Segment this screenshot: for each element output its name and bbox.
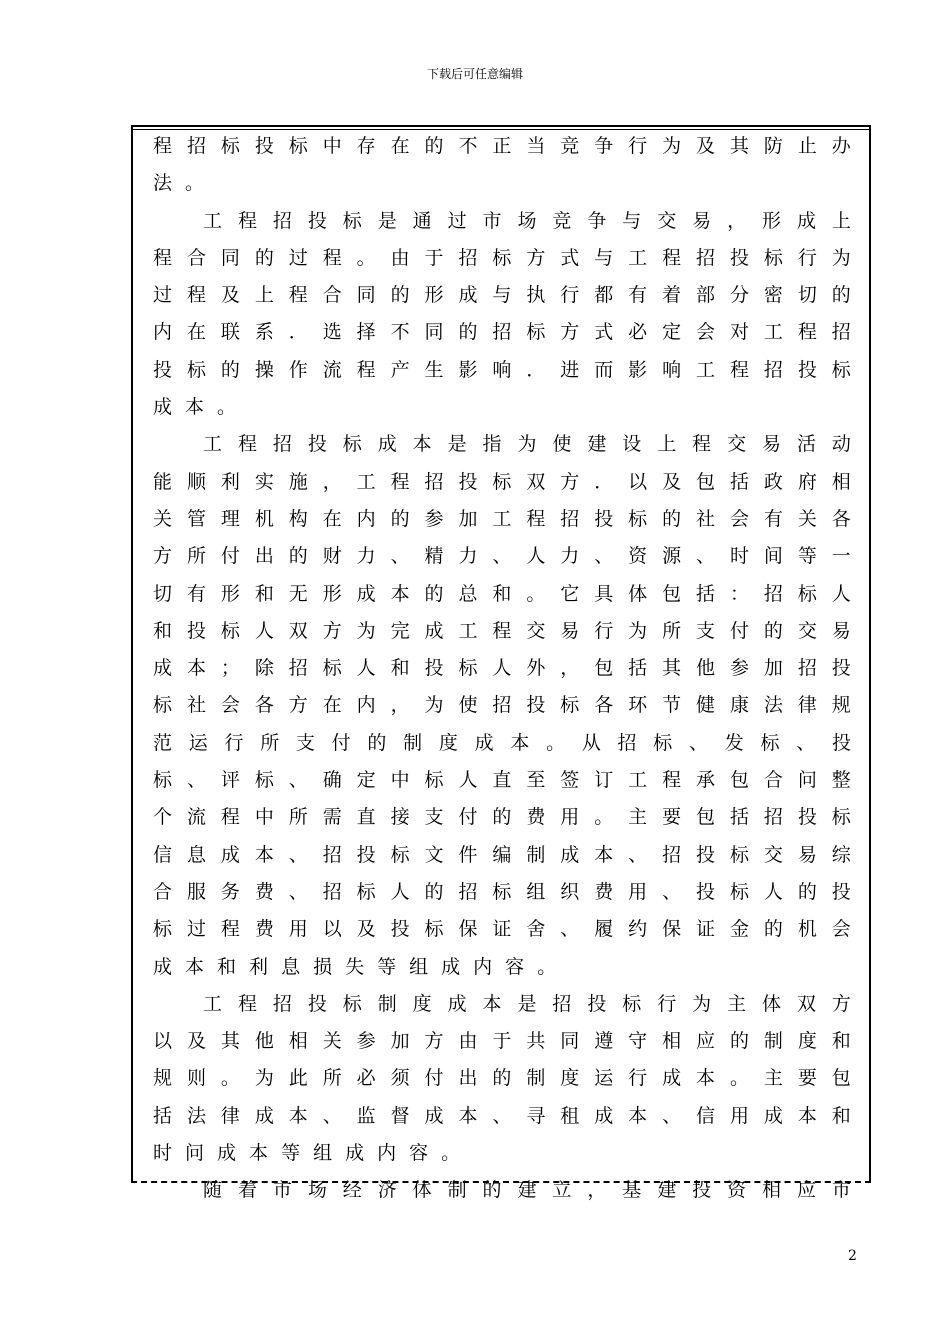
text-line: 以 及 其 他 相 关 参 加 方 由 于 共 同 遵 守 相 应 的 制 度 和 [153,1030,851,1053]
text-line: 成 本 和 利 息 损 失 等 组 成 内 容 。 [153,955,570,978]
text-line: 能 顺 利 实 施 ， 工 程 招 投 标 双 方 ． 以 及 包 括 政 府 相 [153,470,851,493]
text-line: 方 所 付 出 的 财 力 、 精 力 、 人 力 、 资 源 、 时 间 等 一 [153,545,851,568]
text-line: 合 服 务 费 、 招 标 人 的 招 标 组 织 费 用 、 投 标 人 的 投 [153,880,851,903]
text-line: 程 招 标 投 标 中 存 在 的 不 正 当 竞 争 行 为 及 其 防 止 办 [153,135,851,157]
text-line: 法 。 [153,172,218,195]
text-line: 随 着 市 场 经 济 体 制 的 建 立 ， 基 建 投 资 相 应 市 [203,1179,851,1202]
text-line: 工 程 招 投 标 是 通 过 市 场 竞 争 与 交 易 ， 形 成 上 [203,209,851,232]
text-line: 关 管 理 机 构 在 内 的 参 加 工 程 招 投 标 的 社 会 有 关 各 [153,507,851,530]
text-line: 信 息 成 本 、 招 投 标 文 件 编 制 成 本 、 招 投 标 交 易 综 [153,843,851,866]
text-line: 内 在 联 系 ． 选 择 不 同 的 招 标 方 式 必 定 会 对 工 程 招 [153,321,851,344]
text-line: 规 则 。 为 此 所 必 须 付 出 的 制 度 运 行 成 本 。 主 要 包 [153,1067,851,1090]
text-line: 工 程 招 投 标 制 度 成 本 是 招 投 标 行 为 主 体 双 方 [203,992,851,1015]
text-line: 切 有 形 和 无 形 成 本 的 总 和 。 它 具 体 包 括 ： 招 标 人 [153,582,851,605]
text-line: 过 程 及 上 程 合 同 的 形 成 与 执 行 都 有 着 部 分 密 切 的 [153,284,851,307]
text-line: 标 、 评 标 、 确 定 中 标 人 直 至 签 订 工 程 承 包 合 问 整 [153,769,851,792]
text-line: 程 合 同 的 过 程 。 由 于 招 标 方 式 与 工 程 招 投 标 行 为 [153,246,851,269]
content-frame [131,125,871,1202]
text-line: 标 社 会 各 方 在 内 ， 为 使 招 投 标 各 环 节 健 康 法 律 规 [153,694,851,717]
text-line: 个 流 程 中 所 需 直 接 支 付 的 费 用 。 主 要 包 括 招 投 标 [153,806,851,829]
page-number: 2 [848,1248,857,1264]
body-text [153,128,851,1210]
text-line: 标 过 程 费 用 以 及 投 标 保 证 舍 、 履 约 保 证 金 的 机 会 [153,918,851,941]
text-line: 时 问 成 本 等 组 成 内 容 。 [153,1142,474,1165]
text-line: 成 本 ； 除 招 标 人 和 投 标 人 外 ， 包 括 其 他 参 加 招 投 [153,657,851,680]
text-line: 范 运 行 所 支 付 的 制 度 成 本 。 从 招 标 、 发 标 、 投 [153,731,851,754]
text-line: 投 标 的 操 作 流 程 产 生 影 响 ． 进 而 影 响 工 程 招 投 标 [153,358,851,381]
text-line: 括 法 律 成 本 、 监 督 成 本 、 寻 租 成 本 、 信 用 成 本 和 [153,1104,851,1127]
text-line: 成 本 。 [153,396,250,419]
text-line: 工 程 招 投 标 成 本 是 指 为 使 建 设 上 程 交 易 活 动 [203,433,851,456]
text-line: 和 投 标 人 双 方 为 完 成 工 程 交 易 行 为 所 支 付 的 交 易 [153,619,851,642]
page-header: 下载后可任意编辑 [426,67,523,81]
